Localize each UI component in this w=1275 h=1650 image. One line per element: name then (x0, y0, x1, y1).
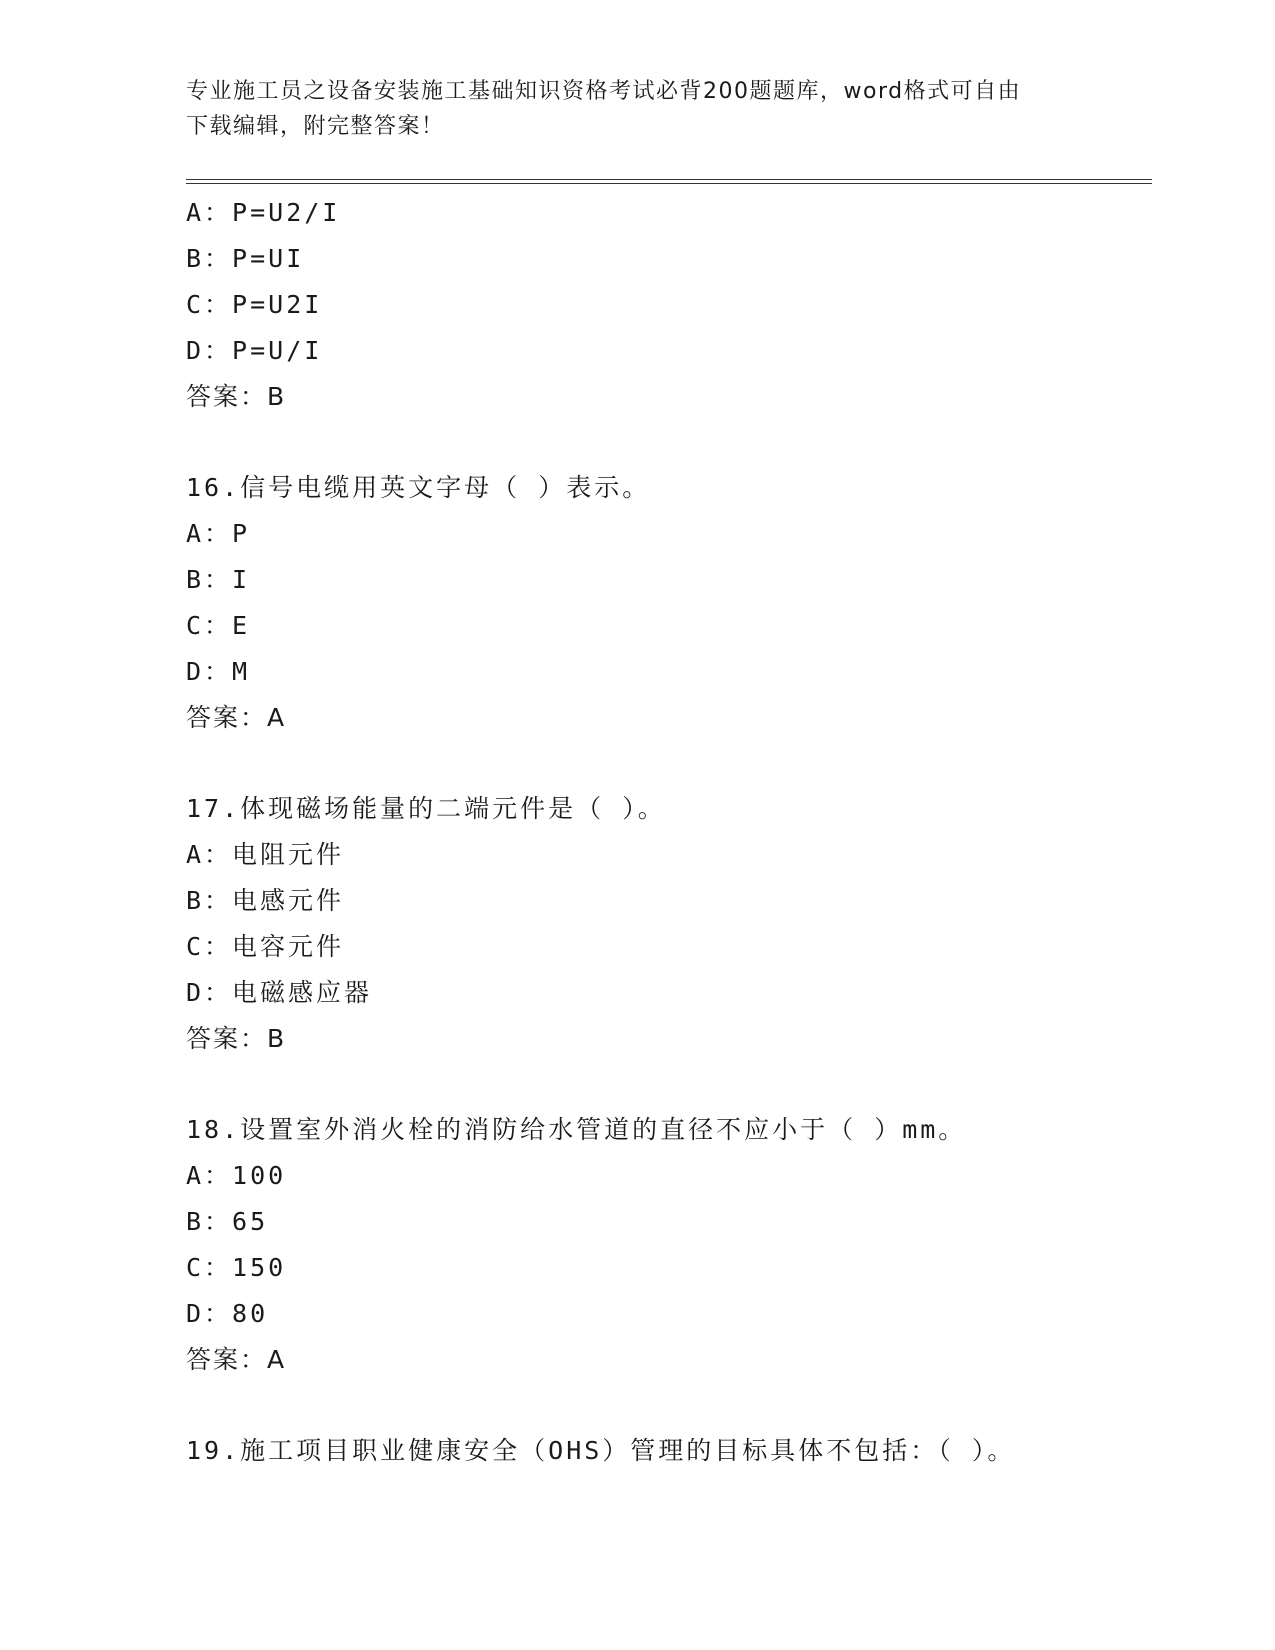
option-b: B：I (186, 565, 251, 594)
spacer (186, 1062, 1152, 1107)
option-b: B：P=UI (186, 244, 305, 273)
question-text: 18.设置室外消火栓的消防给水管道的直径不应小于（ ）mm。 (186, 1115, 967, 1144)
option-c: C：150 (186, 1253, 287, 1282)
option-c: C：P=U2I (186, 290, 323, 319)
spacer (186, 741, 1152, 786)
option-d: D：电磁感应器 (186, 978, 373, 1007)
header-line-1: 专业施工员之设备安装施工基础知识资格考试必背200题题库，word格式可自由 (186, 79, 1022, 104)
option-d: D：M (186, 657, 251, 686)
question-list (186, 190, 1152, 1474)
option-a: A：P=U2/I (186, 198, 341, 227)
header-divider-top (186, 179, 1152, 180)
option-b: B：65 (186, 1207, 269, 1236)
question-16-block (186, 465, 1152, 741)
header-divider-bottom (186, 183, 1152, 184)
option-c: C：电容元件 (186, 932, 345, 961)
option-a: A：100 (186, 1161, 287, 1190)
spacer (186, 420, 1152, 465)
spacer (186, 1383, 1152, 1428)
answer: 答案：B (186, 382, 287, 411)
question-18-block (186, 1107, 1152, 1383)
document-header (186, 74, 1066, 144)
question-15-block (186, 190, 1152, 420)
question-text: 19.施工项目职业健康安全（OHS）管理的目标具体不包括：（ ）。 (186, 1436, 1016, 1465)
question-text: 16.信号电缆用英文字母（ ）表示。 (186, 473, 651, 502)
option-c: C：E (186, 611, 251, 640)
question-19-block (186, 1428, 1152, 1474)
option-b: B：电感元件 (186, 886, 345, 915)
question-17-block (186, 786, 1152, 1062)
answer: 答案：A (186, 1345, 287, 1374)
header-line-2: 下载编辑，附完整答案！ (186, 114, 445, 139)
answer: 答案：A (186, 703, 287, 732)
option-d: D：P=U/I (186, 336, 323, 365)
option-a: A：电阻元件 (186, 840, 345, 869)
option-d: D：80 (186, 1299, 269, 1328)
answer: 答案：B (186, 1024, 287, 1053)
question-text: 17.体现磁场能量的二端元件是（ ）。 (186, 794, 666, 823)
option-a: A：P (186, 519, 251, 548)
